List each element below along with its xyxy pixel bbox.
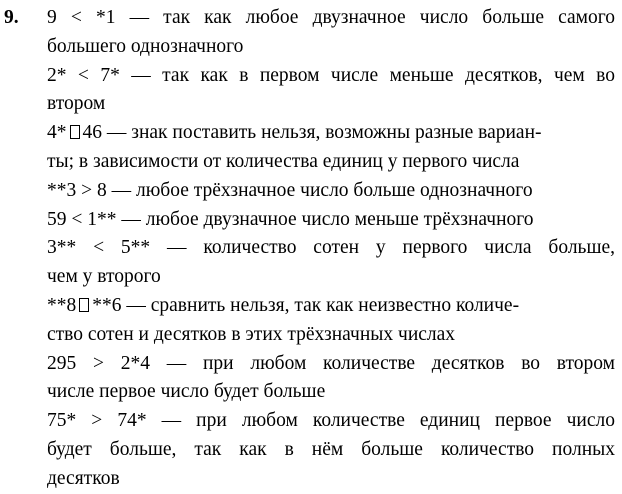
text-line xyxy=(47,292,615,321)
text-segment: десятков xyxy=(47,467,120,489)
text-segment: ты; в зависимости от количества единиц у первого числа xyxy=(47,150,520,172)
text-segment: **6 — сравнить нельзя, так как неизвестно количе- xyxy=(92,294,520,316)
text-segment: 4* xyxy=(47,122,67,144)
text-segment: 46 — знак поставить нельзя, возможны разные вариан- xyxy=(82,122,542,144)
text-line xyxy=(47,177,615,206)
text-segment: **3 > 8 — любое трёхзначное число больше однозначного xyxy=(47,179,533,201)
text-line xyxy=(47,206,615,235)
comparison-box-icon xyxy=(70,125,80,139)
text-segment: 9 < *1 — так как любое двузначное число больше самого xyxy=(47,7,615,28)
text-segment: числе первое число будет больше xyxy=(47,381,326,403)
text-segment: 75* > 74* — при любом количестве единиц первое число xyxy=(47,410,615,432)
text-line xyxy=(47,90,615,119)
text-segment: будет больше, так как в нём больше количество полных xyxy=(47,438,615,460)
text-line xyxy=(47,436,615,465)
problem-number: 9. xyxy=(4,7,19,28)
text-segment: 295 > 2*4 — при любом количестве десятков во втором xyxy=(47,352,615,374)
text-segment: **8 xyxy=(47,294,77,316)
text-segment: чем у второго xyxy=(47,266,161,288)
text-line xyxy=(47,465,615,494)
text-segment: втором xyxy=(47,93,106,115)
text-line xyxy=(47,234,615,263)
text-line xyxy=(47,62,615,91)
text-line xyxy=(47,321,615,350)
text-line xyxy=(47,4,615,33)
text-line xyxy=(47,378,615,407)
text-segment: 59 < 1** — любое двузначное число меньше трёхзначного xyxy=(47,208,534,230)
text-line xyxy=(47,263,615,292)
text-segment: 2* < 7* — так как в первом числе меньше десятков, чем во xyxy=(47,64,615,86)
text-segment: ство сотен и десятков в этих трёхзначных числах xyxy=(47,323,456,345)
comparison-box-icon xyxy=(79,298,89,312)
problem-text xyxy=(47,4,615,494)
text-segment: большего однозначного xyxy=(47,35,244,57)
text-line xyxy=(47,350,615,379)
text-line xyxy=(47,119,615,148)
text-line xyxy=(47,33,615,62)
text-line xyxy=(47,148,615,177)
text-line xyxy=(47,407,615,436)
text-segment: 3** < 5** — количество сотен у первого числа больше, xyxy=(47,237,615,259)
